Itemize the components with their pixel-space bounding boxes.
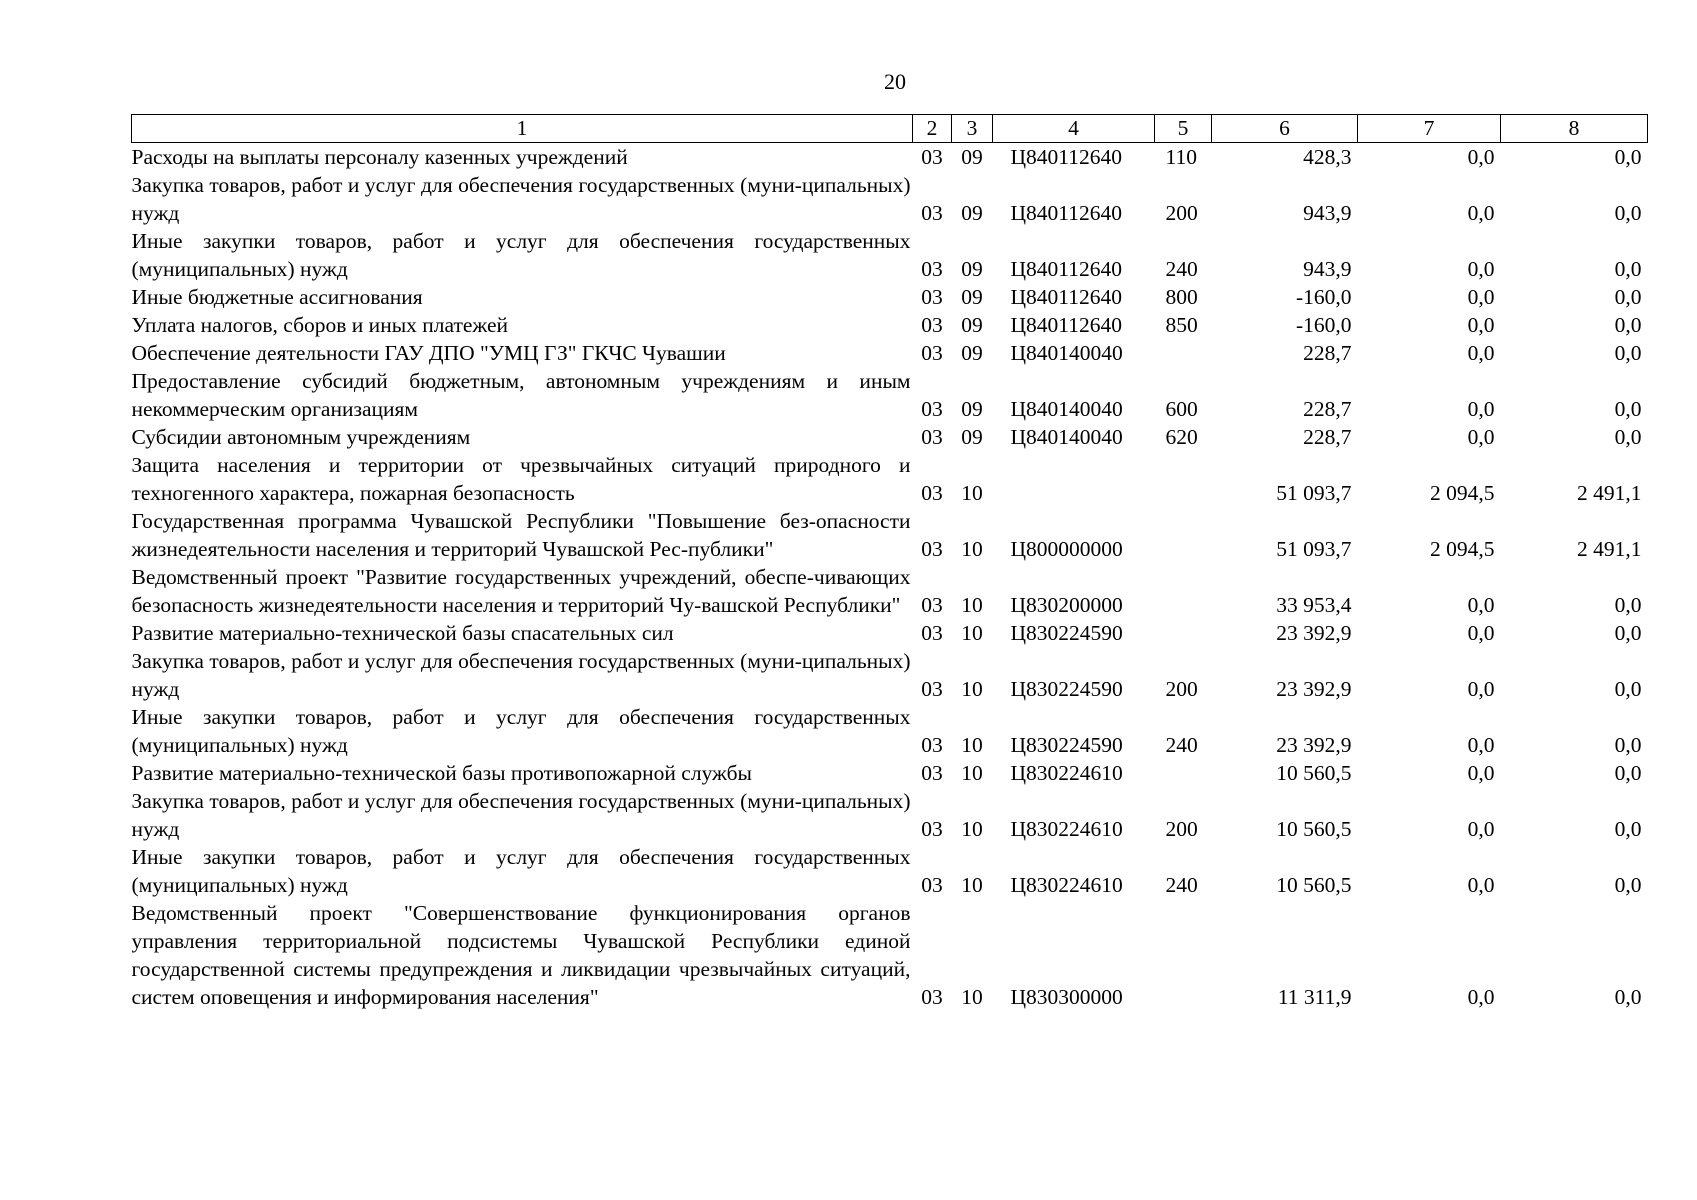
row-amount-col8: 2 491,1	[1577, 481, 1642, 505]
row-amount-col7: 0,0	[1467, 145, 1495, 169]
row-amount-col6: -160,0	[1295, 285, 1352, 309]
row-amount-col6: -160,0	[1295, 313, 1352, 337]
table-row	[132, 227, 1648, 283]
header-col-4: 4	[993, 115, 1155, 143]
table-row	[132, 171, 1648, 227]
row-name: Закупка товаров, работ и услуг для обеспечения государственных (муни-ципальных) нужд	[131, 649, 911, 701]
page-number: 20	[884, 69, 906, 94]
table-body	[132, 143, 1648, 1012]
row-section: 03	[921, 257, 943, 281]
row-name: Иные закупки товаров, работ и услуг для обеспечения государственных (муниципальных) нужд	[131, 845, 911, 897]
row-name: Иные закупки товаров, работ и услуг для обеспечения государственных (муниципальных) нужд	[131, 229, 911, 281]
row-amount-col8: 0,0	[1614, 397, 1642, 421]
row-amount-col6: 23 392,9	[1276, 733, 1352, 757]
row-amount-col7: 0,0	[1467, 285, 1495, 309]
row-expense-type: 600	[1165, 397, 1198, 421]
row-amount-col7: 0,0	[1467, 593, 1495, 617]
row-subsection: 10	[961, 537, 983, 561]
row-target-article: Ц830224590	[1010, 733, 1123, 757]
row-subsection: 09	[961, 313, 983, 337]
table-row	[132, 507, 1648, 563]
row-expense-type	[1155, 899, 1212, 1011]
row-amount-col6: 428,3	[1303, 145, 1352, 169]
row-subsection: 10	[961, 593, 983, 617]
row-subsection: 10	[961, 621, 983, 645]
row-amount-col6: 51 093,7	[1276, 537, 1352, 561]
row-expense-type	[1155, 451, 1212, 507]
row-expense-type	[1155, 563, 1212, 619]
row-target-article: Ц840112640	[1010, 313, 1122, 337]
row-name: Расходы на выплаты персоналу казенных учреждений	[131, 145, 628, 169]
row-amount-col8: 2 491,1	[1577, 537, 1642, 561]
row-subsection: 09	[961, 145, 983, 169]
row-amount-col6: 51 093,7	[1276, 481, 1352, 505]
row-amount-col6: 10 560,5	[1276, 873, 1352, 897]
row-amount-col8: 0,0	[1614, 621, 1642, 645]
row-subsection: 09	[961, 201, 983, 225]
row-target-article: Ц830224590	[1010, 621, 1123, 645]
header-col-1: 1	[132, 115, 913, 143]
row-target-article: Ц840112640	[1010, 145, 1122, 169]
row-amount-col7: 0,0	[1467, 313, 1495, 337]
row-amount-col8: 0,0	[1614, 985, 1642, 1009]
row-target-article: Ц840112640	[1010, 201, 1122, 225]
table-row	[132, 451, 1648, 507]
row-name: Развитие материально-технической базы противопожарной службы	[131, 761, 752, 785]
row-section: 03	[921, 621, 943, 645]
row-subsection: 09	[961, 341, 983, 365]
table-row	[132, 759, 1648, 787]
row-amount-col6: 10 560,5	[1276, 817, 1352, 841]
row-amount-col7: 0,0	[1467, 341, 1495, 365]
row-amount-col8: 0,0	[1614, 341, 1642, 365]
table-row	[132, 787, 1648, 843]
row-section: 03	[921, 481, 943, 505]
row-expense-type: 800	[1165, 285, 1198, 309]
header-row	[132, 115, 1648, 143]
row-amount-col6: 33 953,4	[1276, 593, 1352, 617]
row-amount-col6: 228,7	[1303, 425, 1352, 449]
row-target-article: Ц840140040	[1010, 397, 1123, 421]
row-amount-col7: 0,0	[1467, 201, 1495, 225]
row-amount-col8: 0,0	[1614, 285, 1642, 309]
header-col-7: 7	[1358, 115, 1501, 143]
row-section: 03	[921, 593, 943, 617]
header-col-8: 8	[1501, 115, 1648, 143]
row-name: Обеспечение деятельности ГАУ ДПО "УМЦ ГЗ" ГКЧС Чувашии	[131, 341, 726, 365]
row-section: 03	[921, 313, 943, 337]
row-name: Иные бюджетные ассигнования	[131, 285, 423, 309]
row-section: 03	[921, 397, 943, 421]
row-section: 03	[921, 677, 943, 701]
row-subsection: 10	[961, 761, 983, 785]
row-section: 03	[921, 733, 943, 757]
row-amount-col6: 11 311,9	[1277, 985, 1352, 1009]
row-section: 03	[921, 201, 943, 225]
row-amount-col8: 0,0	[1614, 677, 1642, 701]
row-expense-type: 200	[1165, 817, 1198, 841]
row-amount-col7: 2 094,5	[1430, 481, 1495, 505]
row-target-article: Ц840112640	[1010, 285, 1122, 309]
table-row	[132, 563, 1648, 619]
row-name: Защита населения и территории от чрезвычайных ситуаций природного и техногенного характера, пожарная безопасность	[131, 453, 911, 505]
row-expense-type: 240	[1165, 733, 1198, 757]
row-amount-col8: 0,0	[1614, 257, 1642, 281]
row-amount-col7: 0,0	[1467, 817, 1495, 841]
row-name: Развитие материально-технической базы спасательных сил	[131, 621, 674, 645]
row-name: Ведомственный проект "Развитие государственных учреждений, обеспе-чивающих безопасность жизнедеятельности населения и территорий Чу-вашской Республики"	[131, 565, 911, 617]
table-header	[132, 115, 1648, 143]
row-expense-type: 200	[1165, 677, 1198, 701]
header-col-3: 3	[952, 115, 993, 143]
row-target-article: Ц830200000	[1010, 593, 1123, 617]
row-target-article: Ц830300000	[1010, 985, 1123, 1009]
table-row	[132, 283, 1648, 311]
table-row	[132, 367, 1648, 423]
header-col-6: 6	[1212, 115, 1358, 143]
table-row	[132, 899, 1648, 1011]
row-amount-col7: 0,0	[1467, 425, 1495, 449]
row-amount-col6: 10 560,5	[1276, 761, 1352, 785]
row-target-article: Ц800000000	[1010, 537, 1123, 561]
row-amount-col6: 23 392,9	[1276, 621, 1352, 645]
table-row	[132, 423, 1648, 451]
table-row	[132, 311, 1648, 339]
row-section: 03	[921, 341, 943, 365]
row-expense-type: 240	[1165, 873, 1198, 897]
row-amount-col8: 0,0	[1614, 873, 1642, 897]
row-subsection: 10	[961, 481, 983, 505]
row-amount-col7: 0,0	[1467, 761, 1495, 785]
row-amount-col7: 0,0	[1467, 397, 1495, 421]
row-subsection: 09	[961, 285, 983, 309]
row-subsection: 09	[961, 425, 983, 449]
row-expense-type	[1155, 507, 1212, 563]
row-amount-col6: 228,7	[1303, 341, 1352, 365]
row-amount-col7: 0,0	[1467, 621, 1495, 645]
row-name: Ведомственный проект "Совершенствование функционирования органов управления территориальной подсистемы Чувашской Республики единой государственной системы предупреждения и ликвидации чрезвычайных ситуаций, систем оповещения и информирования населения"	[131, 901, 911, 1009]
row-name: Предоставление субсидий бюджетным, автономным учреждениям и иным некоммерческим организациям	[131, 369, 911, 421]
row-expense-type	[1155, 339, 1212, 367]
row-section: 03	[921, 425, 943, 449]
row-section: 03	[921, 145, 943, 169]
row-expense-type: 620	[1165, 425, 1198, 449]
row-expense-type: 240	[1165, 257, 1198, 281]
row-target-article: Ц830224610	[1010, 817, 1123, 841]
table-row	[132, 703, 1648, 759]
row-name: Уплата налогов, сборов и иных платежей	[131, 313, 509, 337]
row-expense-type: 110	[1165, 145, 1197, 169]
table-row	[132, 143, 1648, 172]
row-subsection: 10	[961, 985, 983, 1009]
row-target-article: Ц830224610	[1010, 761, 1123, 785]
row-amount-col7: 0,0	[1467, 677, 1495, 701]
row-name: Закупка товаров, работ и услуг для обеспечения государственных (муни-ципальных) нужд	[131, 173, 911, 225]
row-amount-col7: 0,0	[1467, 873, 1495, 897]
row-subsection: 10	[961, 677, 983, 701]
row-amount-col8: 0,0	[1614, 313, 1642, 337]
row-amount-col7: 0,0	[1467, 733, 1495, 757]
table-row	[132, 339, 1648, 367]
row-amount-col8: 0,0	[1614, 145, 1642, 169]
row-amount-col7: 2 094,5	[1430, 537, 1495, 561]
table-row	[132, 843, 1648, 899]
row-amount-col8: 0,0	[1614, 593, 1642, 617]
row-name: Государственная программа Чувашской Республики "Повышение без-опасности жизнедеятельности населения и территорий Чувашской Рес-публики"	[131, 509, 911, 561]
row-amount-col6: 23 392,9	[1276, 677, 1352, 701]
table-row	[132, 619, 1648, 647]
table-row	[132, 647, 1648, 703]
row-amount-col6: 943,9	[1303, 257, 1352, 281]
row-subsection: 10	[961, 733, 983, 757]
budget-table	[131, 114, 1648, 1011]
row-amount-col7: 0,0	[1467, 257, 1495, 281]
header-col-2: 2	[913, 115, 952, 143]
row-target-article: Ц840112640	[1010, 257, 1122, 281]
row-amount-col8: 0,0	[1614, 425, 1642, 449]
row-section: 03	[921, 873, 943, 897]
row-amount-col8: 0,0	[1614, 761, 1642, 785]
row-section: 03	[921, 985, 943, 1009]
row-subsection: 10	[961, 873, 983, 897]
row-name: Иные закупки товаров, работ и услуг для обеспечения государственных (муниципальных) нужд	[131, 705, 911, 757]
row-expense-type	[1155, 759, 1212, 787]
row-target-article: Ц840140040	[1010, 425, 1123, 449]
row-section: 03	[921, 285, 943, 309]
row-amount-col7: 0,0	[1467, 985, 1495, 1009]
row-subsection: 10	[961, 817, 983, 841]
row-amount-col6: 943,9	[1303, 201, 1352, 225]
row-name: Закупка товаров, работ и услуг для обеспечения государственных (муни-ципальных) нужд	[131, 789, 911, 841]
row-amount-col8: 0,0	[1614, 733, 1642, 757]
row-section: 03	[921, 817, 943, 841]
row-target-article: Ц840140040	[1010, 341, 1123, 365]
row-section: 03	[921, 761, 943, 785]
row-subsection: 09	[961, 257, 983, 281]
header-col-5: 5	[1155, 115, 1212, 143]
row-expense-type: 200	[1165, 201, 1198, 225]
row-target-article: Ц830224590	[1010, 677, 1123, 701]
row-amount-col8: 0,0	[1614, 201, 1642, 225]
row-target-article	[993, 451, 1155, 507]
row-amount-col8: 0,0	[1614, 817, 1642, 841]
row-expense-type: 850	[1165, 313, 1198, 337]
row-expense-type	[1155, 619, 1212, 647]
row-amount-col6: 228,7	[1303, 397, 1352, 421]
row-section: 03	[921, 537, 943, 561]
row-name: Субсидии автономным учреждениям	[131, 425, 471, 449]
row-target-article: Ц830224610	[1010, 873, 1123, 897]
row-subsection: 09	[961, 397, 983, 421]
